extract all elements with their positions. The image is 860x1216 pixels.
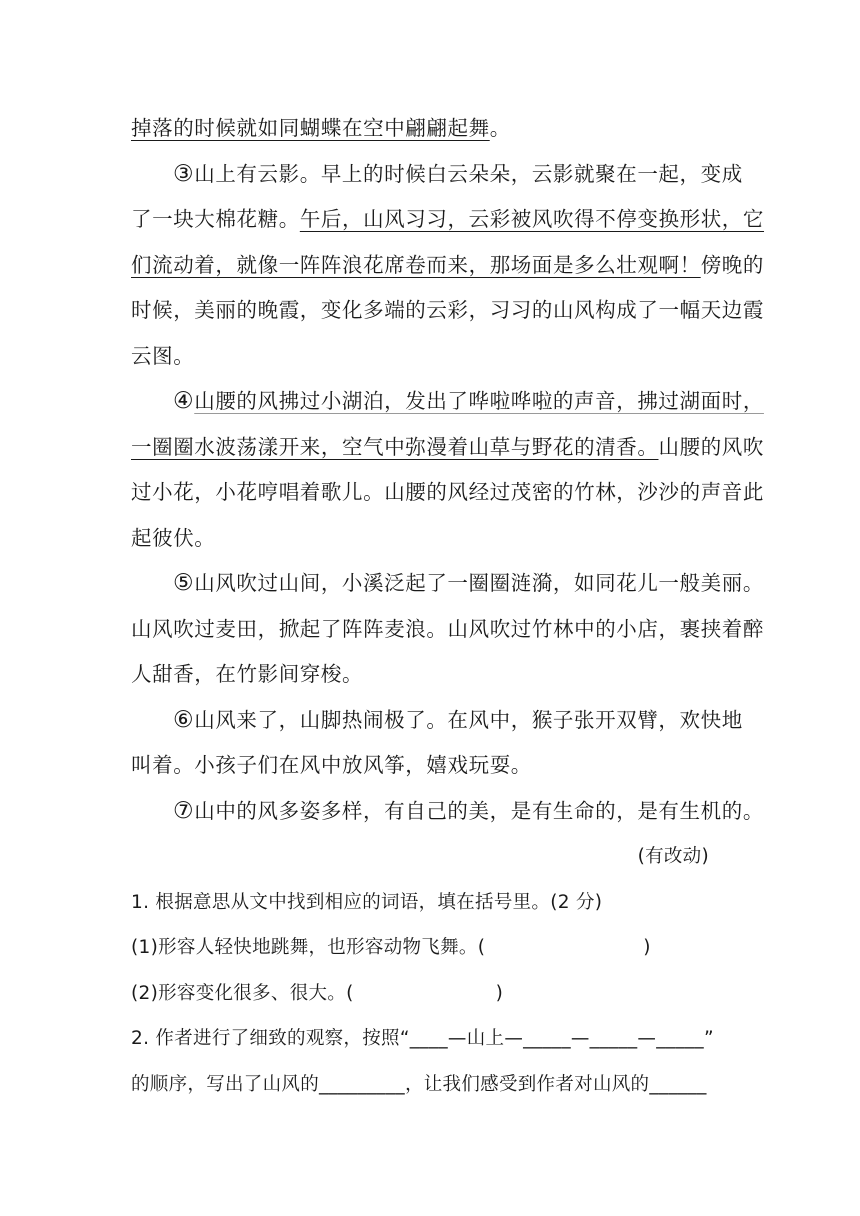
- question-stem: 1. 根据意思从文中找到相应的词语，填在括号里。(2 分): [131, 891, 603, 913]
- underlined-sentence: 们流动着，就像一阵阵浪花席卷而来，那场面是多么壮观啊！: [131, 252, 701, 277]
- paragraph-number: ③: [173, 160, 195, 187]
- paragraph-4: ④山腰的风拂过小湖泊，发出了哗啦哗啦的声音，拂过湖面时， 一圈圈水波荡漾开来，空气中弥漫着山草与野花的清香。山腰的风吹 过小花，小花哼唱着歌儿。山腰的风经过茂密的竹林，沙沙的声音此 起彼伏。: [131, 388, 764, 550]
- paragraph-number: ⑤: [173, 570, 195, 596]
- paragraph-6: ⑥山风来了，山脚热闹极了。在风中，猴子张开双臂，欢快地 叫着。小孩子们在风中放风筝，嬉戏玩耍。: [131, 706, 743, 777]
- paragraph-5: ⑤山风吹过山间，小溪泛起了一圈圈涟漪，如同花儿一般美丽。 山风吹过麦田，掀起了阵阵麦浪。山风吹过竹林中的小店，裹挟着醉 人甜香，在竹影间穿梭。: [131, 570, 764, 686]
- underlined-sentence: 掉落的时候就如同蝴蝶在空中翩翩起舞: [131, 116, 490, 140]
- paragraph-3: ③山上有云影。早上的时候白云朵朵，云影就聚在一起，变成 了一块大棉花糖。午后，山风习习，云彩被风吹得不停变换形状，它 们流动着，就像一阵阵浪花席卷而来，那场面是多么壮观啊！傍晚的 时候，美丽的晚霞，变化多端的云彩，习习的山风构成了一幅天边霞 云图。: [131, 160, 765, 368]
- paragraph-number: ⑥: [173, 706, 195, 733]
- sub-question-1: (1)形容人轻快地跳舞，也形容动物飞舞。( ): [131, 937, 651, 958]
- paragraph-2-tail: 掉落的时候就如同蝴蝶在空中翩翩起舞。: [131, 116, 511, 140]
- question-2-line-2: 的顺序，写出了山风的_________，让我们感受到作者对山风的______: [131, 1073, 707, 1095]
- underlined-sentence: 午后，山风习习，云彩被风吹得不停变换形状，它: [299, 207, 765, 231]
- question-2-line-1: 2. 作者进行了细致的观察，按照“____—山上—_____—_____—_____”: [131, 1028, 714, 1049]
- sub-question-2: (2)形容变化很多、很大。( ): [131, 982, 504, 1004]
- source-note: (有改动): [637, 846, 709, 867]
- paragraph-number: ⑦: [173, 797, 195, 824]
- underlined-sentence: 山腰的风拂过小湖泊，发出了哗啦哗啦的声音，拂过湖面时，: [194, 389, 764, 413]
- underlined-sentence: 一圈圈水波荡漾开来，空气中弥漫着山草与野花的清香。: [131, 434, 659, 459]
- question-1: [131, 880, 731, 1017]
- question-2: [131, 1016, 731, 1107]
- paragraph-7: ⑦山中的风多姿多样，有自己的美，是有生命的，是有生机的。: [173, 797, 764, 824]
- paragraph-number: ④: [173, 388, 195, 414]
- reading-passage: [131, 106, 765, 1107]
